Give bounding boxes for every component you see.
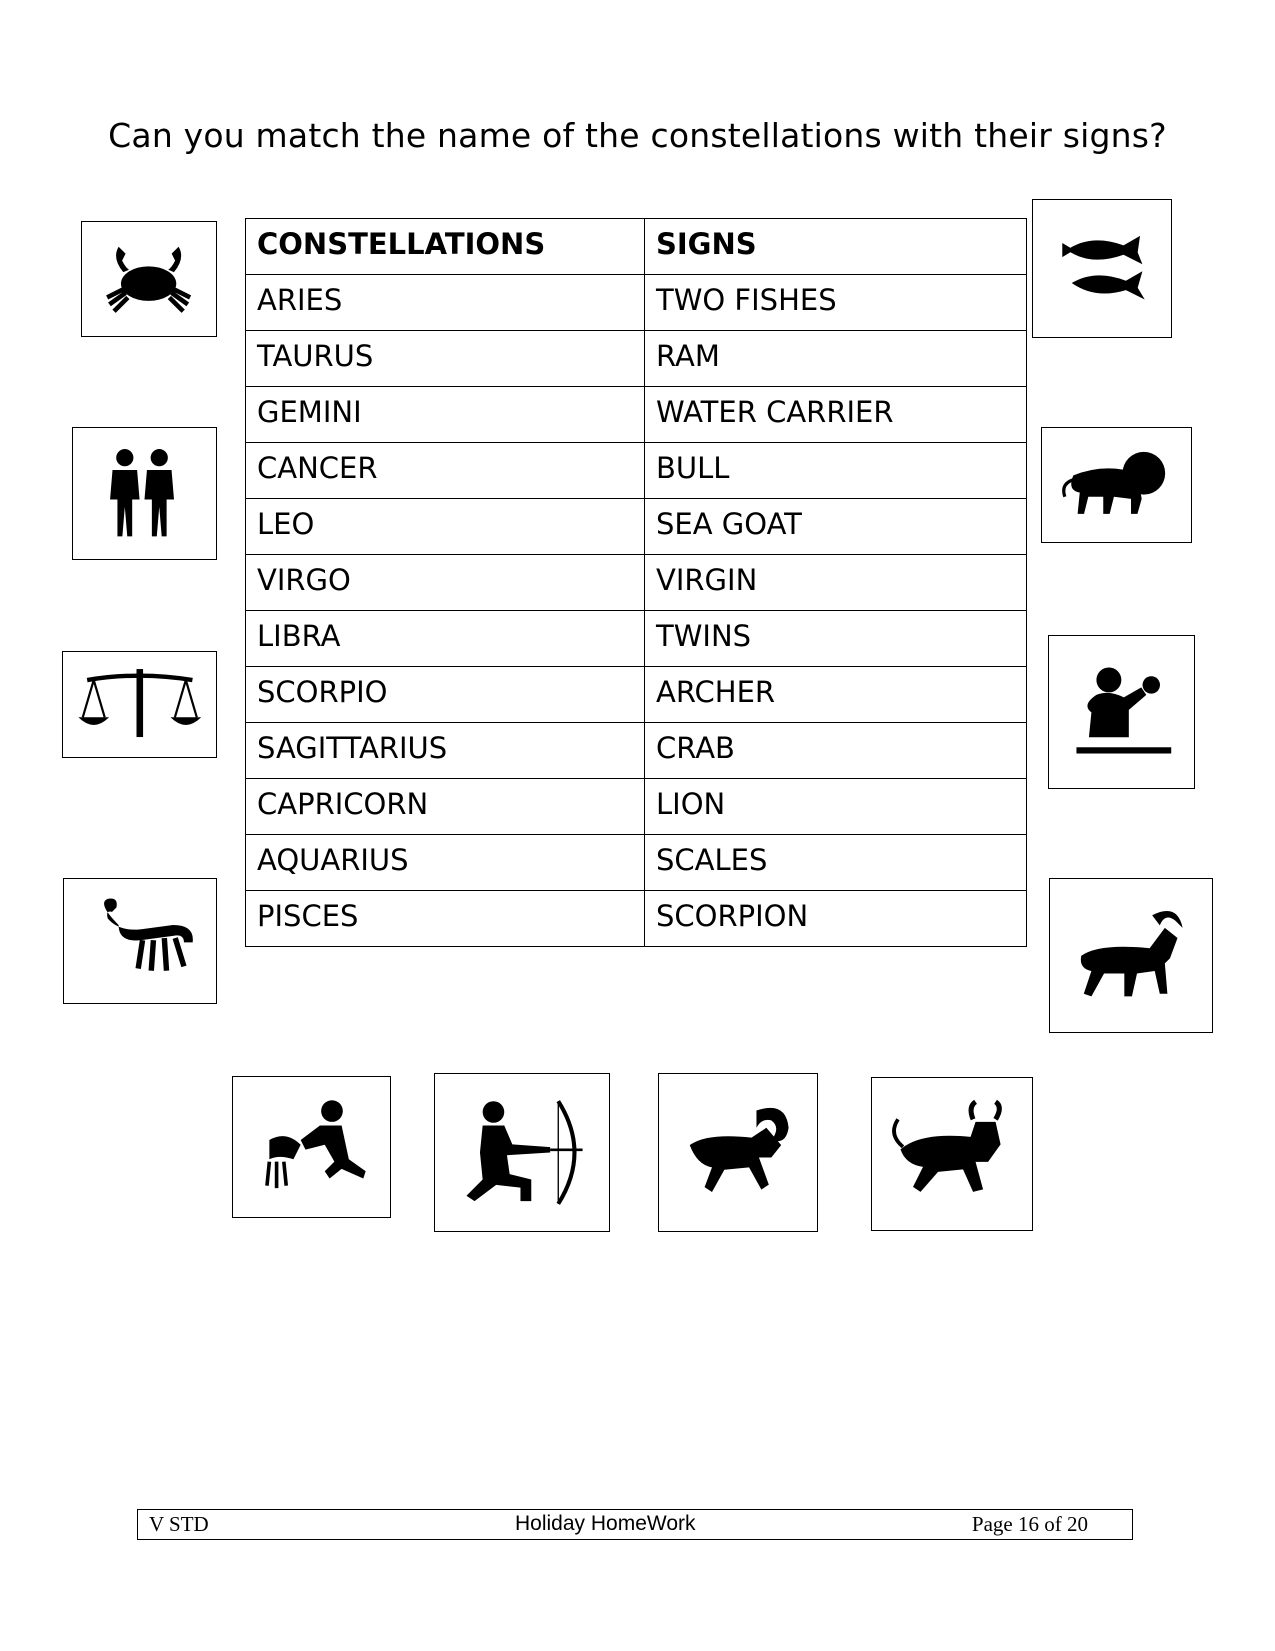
header-constellations: CONSTELLATIONS xyxy=(246,219,645,275)
constellation-cell: AQUARIUS xyxy=(246,835,645,891)
table-row xyxy=(246,275,1027,331)
constellation-cell: VIRGO xyxy=(246,555,645,611)
scorpion-picture xyxy=(63,878,217,1004)
footer-page-number: Page 16 of 20 xyxy=(971,1512,1088,1536)
worksheet-question: Can you match the name of the constellations with their signs? xyxy=(108,116,1167,155)
constellation-cell: CAPRICORN xyxy=(246,779,645,835)
sea-goat-icon xyxy=(1061,890,1200,1022)
sign-cell: RAM xyxy=(645,331,1027,387)
sign-cell: SCORPION xyxy=(645,891,1027,947)
constellation-cell: SCORPIO xyxy=(246,667,645,723)
lion-picture xyxy=(1041,427,1192,543)
header-signs: SIGNS xyxy=(645,219,1027,275)
archer-picture xyxy=(434,1073,610,1232)
table-row xyxy=(246,723,1027,779)
page-footer xyxy=(137,1509,1133,1540)
table-row xyxy=(246,891,1027,947)
table-row xyxy=(246,499,1027,555)
lion-icon xyxy=(1052,436,1180,534)
footer-class: V STD xyxy=(149,1512,209,1536)
ram-picture xyxy=(658,1073,818,1232)
sign-cell: CRAB xyxy=(645,723,1027,779)
constellation-cell: GEMINI xyxy=(246,387,645,443)
sign-cell: SEA GOAT xyxy=(645,499,1027,555)
constellation-cell: ARIES xyxy=(246,275,645,331)
table-row xyxy=(246,667,1027,723)
table-row xyxy=(246,835,1027,891)
constellation-cell: CANCER xyxy=(246,443,645,499)
two-fishes-icon xyxy=(1043,210,1162,328)
water-carrier-icon xyxy=(244,1087,379,1207)
constellation-cell: LEO xyxy=(246,499,645,555)
virgin-picture xyxy=(1048,635,1195,789)
sign-cell: TWINS xyxy=(645,611,1027,667)
sign-cell: LION xyxy=(645,779,1027,835)
water-carrier-picture xyxy=(232,1076,391,1218)
sea-goat-picture xyxy=(1049,878,1213,1033)
scorpion-icon xyxy=(75,888,206,995)
scales-icon xyxy=(74,659,206,749)
constellation-cell: PISCES xyxy=(246,891,645,947)
crab-icon xyxy=(91,230,206,328)
bull-icon xyxy=(883,1089,1021,1220)
crab-picture xyxy=(81,221,217,337)
sign-cell: ARCHER xyxy=(645,667,1027,723)
ram-icon xyxy=(670,1085,806,1220)
sign-cell: BULL xyxy=(645,443,1027,499)
archer-icon xyxy=(447,1085,597,1220)
table-row xyxy=(246,387,1027,443)
constellation-cell: TAURUS xyxy=(246,331,645,387)
table-row xyxy=(246,779,1027,835)
table-row xyxy=(246,331,1027,387)
two-fishes-picture xyxy=(1032,199,1172,338)
sign-cell: SCALES xyxy=(645,835,1027,891)
table-row xyxy=(246,555,1027,611)
constellation-cell: SAGITTARIUS xyxy=(246,723,645,779)
table-header-row xyxy=(246,219,1027,275)
sign-cell: VIRGIN xyxy=(645,555,1027,611)
footer-title: Holiday HomeWork xyxy=(515,1512,696,1535)
constellation-cell: LIBRA xyxy=(246,611,645,667)
virgin-icon xyxy=(1059,647,1184,778)
twins-icon xyxy=(83,437,206,550)
table-row xyxy=(246,443,1027,499)
sign-cell: TWO FISHES xyxy=(645,275,1027,331)
constellation-table xyxy=(245,218,1027,947)
twins-picture xyxy=(72,427,217,560)
table-row xyxy=(246,611,1027,667)
sign-cell: WATER CARRIER xyxy=(645,387,1027,443)
bull-picture xyxy=(871,1077,1033,1231)
scales-picture xyxy=(62,651,217,758)
